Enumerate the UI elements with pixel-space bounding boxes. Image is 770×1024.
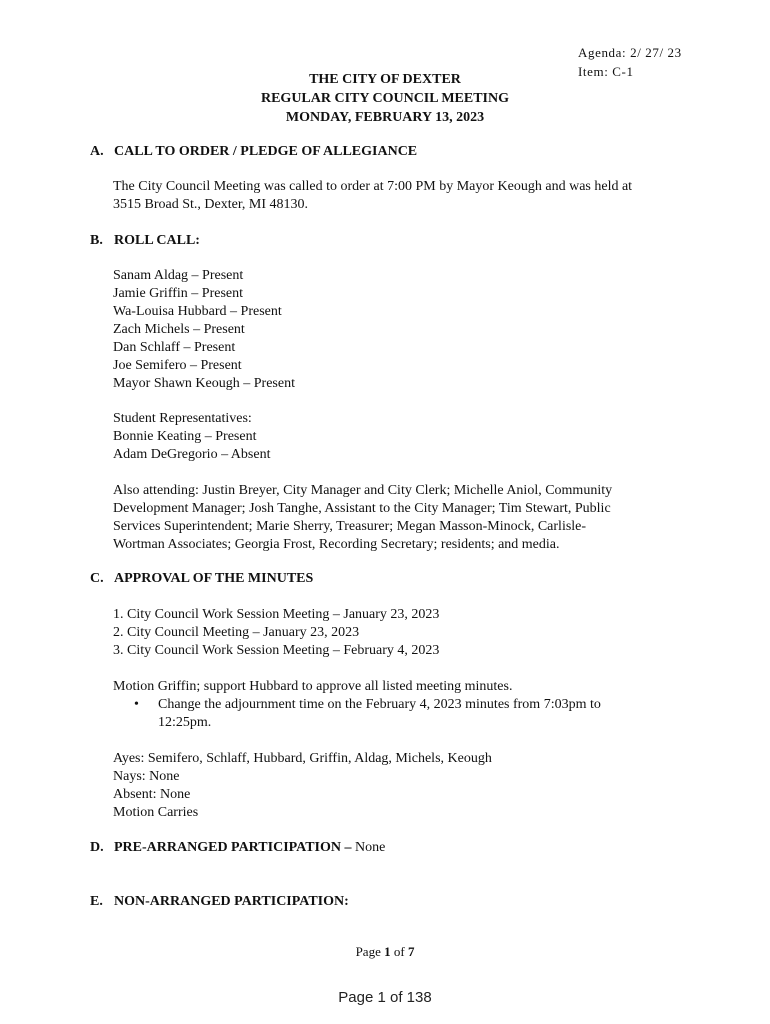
section-letter: B.: [90, 233, 103, 248]
section-title: ROLL CALL:: [114, 233, 200, 248]
text-line: The City Council Meeting was called to order at 7:00 PM by Mayor Keough and was held at: [113, 179, 633, 194]
text-line: Also attending: Justin Breyer, City Manager and City Clerk; Michelle Aniol, Community: [113, 483, 613, 498]
title-city: THE CITY OF DEXTER: [309, 72, 461, 87]
bullet-icon: •: [134, 697, 139, 712]
section-title: NON-ARRANGED PARTICIPATION:: [114, 894, 349, 909]
section-suffix: None: [351, 840, 386, 855]
list-item: Jamie Griffin – Present: [113, 286, 243, 301]
minutes-list: [113, 606, 439, 660]
motion-text: Motion Griffin; support Hubbard to approve all listed meeting minutes.: [113, 679, 513, 694]
list-item: 2. City Council Meeting – January 23, 2023: [113, 625, 360, 640]
call-to-order-text: [113, 178, 632, 214]
document-title: [0, 70, 770, 127]
students-label: Student Representatives:: [113, 411, 252, 426]
bullet-text: [158, 696, 654, 732]
text-line: 12:25pm.: [158, 715, 212, 730]
agenda-date: Agenda: 2/ 27/ 23: [578, 45, 682, 60]
section-letter: E.: [90, 894, 103, 909]
title-meeting: REGULAR CITY COUNCIL MEETING: [260, 91, 509, 106]
list-item: Dan Schlaff – Present: [113, 340, 236, 355]
also-attending: [113, 482, 612, 554]
list-item: Zach Michels – Present: [113, 322, 245, 337]
vote-results: [113, 750, 492, 822]
vote-line: Motion Carries: [113, 805, 199, 820]
section-title: PRE-ARRANGED PARTICIPATION –: [114, 840, 352, 855]
list-item: Adam DeGregorio – Absent: [113, 447, 271, 462]
section-a-heading: [90, 143, 417, 161]
text-line: Change the adjournment time on the February 4, 2023 minutes from 7:03pm to: [158, 697, 601, 712]
section-title: CALL TO ORDER / PLEDGE OF ALLEGIANCE: [114, 144, 418, 159]
text-line: Services Superintendent; Marie Sherry, Treasurer; Megan Masson-Minock, Carlisle-: [113, 519, 587, 534]
section-letter: D.: [90, 840, 104, 855]
footer-page-number: 1: [384, 944, 391, 959]
text-line: 3515 Broad St., Dexter, MI 48130.: [113, 197, 309, 212]
agenda-item: Item: C-1: [578, 64, 634, 79]
section-letter: A.: [90, 144, 104, 159]
footer-page-total: 7: [407, 944, 415, 959]
student-representatives: [113, 410, 270, 464]
list-item: Joe Semifero – Present: [113, 358, 242, 373]
title-date: MONDAY, FEBRUARY 13, 2023: [285, 110, 485, 125]
section-d-heading: [90, 839, 385, 857]
section-e-heading: [90, 893, 349, 911]
viewer-page-counter: Page 1 of 138: [338, 989, 432, 1006]
footer-page-word: Page: [355, 944, 385, 959]
list-item: 3. City Council Work Session Meeting – February 4, 2023: [113, 643, 440, 658]
section-title: APPROVAL OF THE MINUTES: [114, 571, 314, 586]
roll-call-list: [113, 267, 295, 393]
list-item: 1. City Council Work Session Meeting – January 23, 2023: [113, 607, 440, 622]
section-c-heading: [90, 570, 313, 588]
vote-line: Nays: None: [113, 769, 180, 784]
vote-line: Ayes: Semifero, Schlaff, Hubbard, Griffin, Aldag, Michels, Keough: [113, 751, 492, 766]
footer-of-word: of: [390, 944, 408, 959]
list-item: Mayor Shawn Keough – Present: [113, 376, 295, 391]
section-letter: C.: [90, 571, 104, 586]
vote-line: Absent: None: [113, 787, 191, 802]
bullet-item: [134, 696, 654, 732]
page-footer: [0, 944, 770, 960]
section-b-heading: [90, 232, 200, 250]
text-line: Development Manager; Josh Tanghe, Assistant to the City Manager; Tim Stewart, Public: [113, 501, 611, 516]
text-line: Wortman Associates; Georgia Frost, Recording Secretary; residents; and media.: [113, 537, 560, 552]
list-item: Wa-Louisa Hubbard – Present: [113, 304, 282, 319]
list-item: Bonnie Keating – Present: [113, 429, 257, 444]
list-item: Sanam Aldag – Present: [113, 268, 244, 283]
